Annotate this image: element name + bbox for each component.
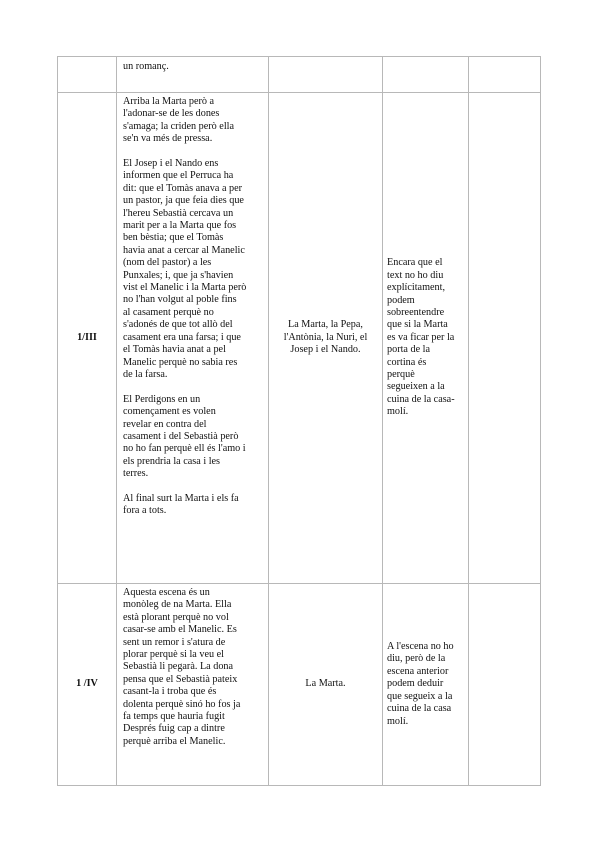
table-row — [58, 93, 541, 584]
characters-cell — [269, 57, 383, 93]
summary-paragraph: un romanç. — [123, 61, 169, 72]
summary-cell — [117, 93, 269, 584]
summary-paragraph: Arriba la Marta però a l'adonar-se de les dones s'amaga; la criden però ella se'n va més de pressa. — [123, 96, 235, 145]
summary-cell — [117, 584, 269, 786]
scene-number-cell — [58, 57, 117, 93]
notes-cell: Encara que el text no ho diu explícitament, podem sobreentendre que si la Marta es va ficar per la porta de la cortina és perquè segueixen a la cuina de la casa- molí. — [383, 93, 469, 584]
table-row — [58, 584, 541, 786]
extra-cell — [469, 57, 541, 93]
notes-cell — [383, 57, 469, 93]
scene-number-cell: 1 /IV — [58, 584, 117, 786]
summary-paragraph: Aquesta escena és un monòleg de na Marta. Ella està plorant perquè no vol casar-se amb el Manelic. Es sent un remor i s'atura de plorar perquè si la veu el Sebastià li pegarà. La dona pensa que el Sebastià pateix casant-la i troba que és dolenta perquè sinó ho fos ja fa temps que hauria fugit Després fuig cap a dintre perquè arriba el Manelic. — [123, 587, 241, 747]
summary-paragraph: El Perdigons en un començament es volen revelar en contra del casament i del Sebastià però no ho fan perquè ell és l'amo i els prendria la casa i les terres. — [123, 393, 246, 480]
extra-cell — [469, 93, 541, 584]
characters-cell: La Marta. — [269, 584, 383, 786]
summary-cell — [117, 57, 269, 93]
summary-paragraph: Al final surt la Marta i els fa fora a tots. — [123, 492, 239, 517]
characters-cell: La Marta, la Pepa, l'Antònia, la Nuri, el Josep i el Nando. — [269, 93, 383, 584]
extra-cell — [469, 584, 541, 786]
summary-paragraph: El Josep i el Nando ens informen que el Perruca ha dit: que el Tomàs anava a per un pastor, ja que feia dies que l'hereu Sebastià cercava un marit per a la Marta que fos ben bèstia; que el Tomàs havia anat a cercar al Manelic (nom del pastor) a les Punxales; i, que ja s'havien vist el Manelic i la Marta però no l'han volgut al poble fins al casament perquè no s'adonés de que tot allò del casament era una farsa; i que el Tomàs havia anat a pel Manelic perquè no sabia res de la farsa. — [123, 158, 247, 380]
scene-number-cell: 1/III — [58, 93, 117, 584]
scene-table — [57, 56, 541, 786]
table-row — [58, 57, 541, 93]
notes-cell: A l'escena no ho diu, però de la escena anterior podem deduir que segueix a la cuina de la casa molí. — [383, 584, 469, 786]
